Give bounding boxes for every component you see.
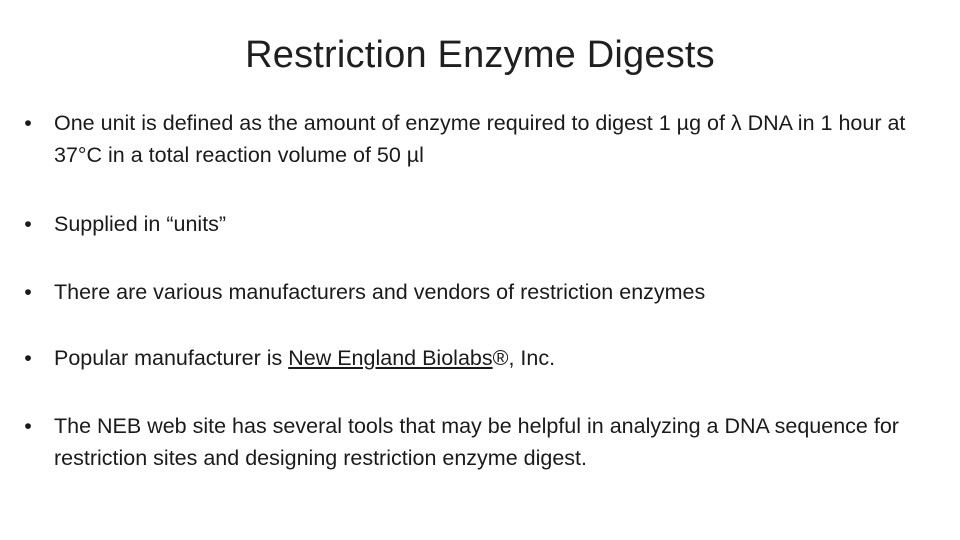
bullet-text	[54, 342, 948, 374]
bullet-marker: •	[24, 414, 32, 438]
bullet-text: Supplied in “units”	[54, 212, 227, 236]
bullet-text-after-link: ®, Inc.	[492, 346, 556, 370]
bullet-marker: •	[24, 280, 32, 304]
slide-title: Restriction Enzyme Digests	[245, 34, 715, 76]
bullet-marker: •	[24, 111, 32, 135]
bullet-text: One unit is defined as the amount of enzyme required to digest 1 µg of λ DNA in 1 hour at 37°C in a total reaction volume of 50 µl	[54, 111, 906, 167]
bullet-marker: •	[24, 346, 32, 370]
bullet-text-before-link: Popular manufacturer is	[54, 346, 289, 370]
bullet-unit-definition	[18, 107, 948, 171]
neb-link[interactable]: New England Biolabs	[288, 346, 493, 370]
bullet-text: The NEB web site has several tools that may be helpful in analyzing a DNA sequence for restriction sites and designing restriction enzyme digest.	[54, 414, 899, 470]
bullet-supplied-units	[18, 208, 948, 240]
bullet-manufacturers	[18, 276, 948, 308]
bullet-text: There are various manufacturers and vendors of restriction enzymes	[54, 280, 706, 304]
bullet-popular-manufacturer	[18, 342, 948, 374]
bullet-neb-tools	[18, 410, 948, 474]
bullet-marker: •	[24, 212, 32, 236]
